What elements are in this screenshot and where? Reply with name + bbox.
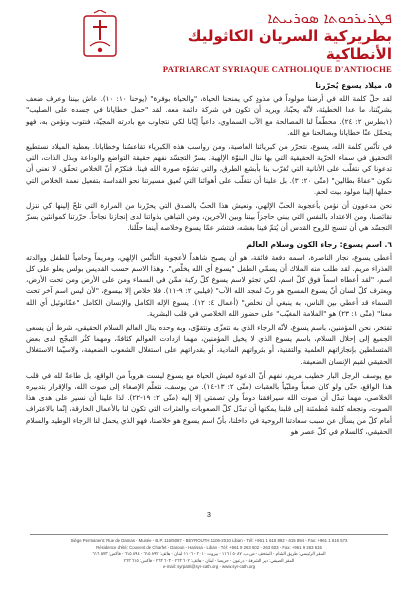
syriac-title: ܦܛܪܝܪܟܘܬܐ ܣܘܪܝܝܬܐ: [267, 9, 392, 27]
paragraph: أعطى يسوع، نجار الناصرة، اسمه دفعة فائقة، هو أن يصبح شاهداً لأعجوبة التأنّس الإلهي، ومريماً وحامياً للطفل ووالدته العذراء مريم. لقد طلب منه الملاك أن يسمّي الطفل "يسوع أي الله يخلّص". وهذا الاسم حسب القديس بولس يعلو على كل اسم، "لقد أعطاه اسماً فوق كلّ اسم، لكي تجثو لاسم يسوع كلّ ركبة ممّن في السماء ومن على الأرض ومن تحت الأرض، ويعترف كلّ لسان أنّ يسوع المسيح هو ربّ لمجد الله الآب" (فيلبي ٢: ٩-١١). فلا خلاص إلا بيسوع، "لأن ليس اسم آخر تحت السماء قد أعطي بين الناس، به ينبغي أن نخلص" (أعمال ٤: ١٢). يسوع الإله الكامل والإنسان الكامل "عمّانوئيل أي الله معنا" (متّى ١: ٢٣) هو "الملامة المغيّب" على حضور الله الخلاصي في قلب البشرية.: [26, 252, 392, 318]
section-6-title: ٦. اسم يسوع: رجاء الكون وسلام العالم: [246, 239, 392, 249]
footer-summer-fr: Résidence d'été: Couvent de Charfet - Daroun - Harissa - Liban - Tél: +961 9 263 602 - 263 603 - Fax: +961 9 263 615: [96, 544, 322, 550]
patriarchate-emblem-icon: [80, 10, 120, 58]
paragraph: تفتخر، نحن المؤمنين، باسم يسوع، لأنّه الرجاء الذي به نتعزّى ونتقوّى، وبه وحده ينال العالم السلام الحقيقي، شرط أن يسعى الجميع إلى إحلال السلام، باسم يسوع الذي لا يخيل المؤمنين، مهما ازدادت العوالم كثافةً، ومهما كثُر التبجّح لدى بعض المتسلطين بإنجازاتهم العلمية والتقنية، أو بثرواتهم المادية، أو بقدراتهم على استغلال الشعوب الضعيفة، ولاسيّما الاستغلال الحقيقي لقيم الإنسان الضعيفة.: [26, 323, 392, 366]
paragraph: مع يوسف الرجل البار خطيب مريم، نفهم أنّ الدعوة لعيش الحياة مع يسوع ليست هروباً من الواقع، بل طاعةٌ لله في قلب هذا الواقع، حتّى ولو كان صعباً وملبّياً بالعقبات (متّى ٢: ١٣-١٤). من يوسف، نتعلّم الإصغاء إلى صوت الله، والإقرار بتدبيره الخلاصي، مهما تبدّل أن صوت الله سيرافقنا دوماً ولن تصمتي إلا إليه (متّى ٢: ١٩-٢٢). لذا علينا أن نسير على هدى هذا الصوت، ونجعله كلمة مُطمئنة إلى قلبنا يمكنها أن تبدّل كلّ الصعوبات والعثرات التي تكون لنا بالأعمال الخارقة، إنّما بالاعتراف أمام كلّ من يسأل عن سبب سعادتنا الروحية في داخلنا، بأنّ اسم يسوع هو خلاصنا، فهو الذي يحمل لنا الرجاء الوطيد والسلام الحقيقي، كالسلام في كلّ عصر هو: [25, 370, 392, 436]
footer: [30, 534, 388, 571]
footer-summer-ar: المقر الصيفي: دير الشرفة - درعون - حريصا - لبنان - هاتف: ٦٠٢ ٢٦٣ - ٦٠٣ ٢٦٣ - فاكس: ٦١٥ ٢٦٣: [123, 557, 295, 563]
footer-address-ar: المقر الرئيسي: طريق الشام - المتحف - ص.ب. ٥٠٨٧ / ١١٦ - بيروت ٢٠١٠ - ١١٠٦ لبنان - هاتف: ٨٩٢ ٦١٥ - ٨٩٤ ٦١٥ - فاكس: ٥٧٣ ٦١٦: [92, 551, 326, 557]
paragraph: نحن مدعوون أن نؤمن بأعجوبة الحبّ الإلهي، ونعيش هذا الحبّ بالصدق التي يحرّرنا من المرارة التي تلحّ إلينها كي ننزل نقائصنا، ومن الاعتداد بالنفس التي يبني حاجزاً بيننا وبين الآخرين، ومن التباهي بذواتنا لدى إنجازنا نجاحاً. حرّرتنا كموانئين بسرّ التجسّد هي أن تنسج للروح القدس أن يُتمّ فينا بغشه، فنتشر عمّا يسوع وخلاصه أينما حلّلنا.: [26, 201, 392, 233]
letterhead: [0, 0, 418, 74]
french-title: PATRIARCAT SYRIAQUE CATHOLIQUE D'ANTIOCHE: [162, 64, 392, 74]
arabic-title: بطريركية السريان الكاثوليك الأنطاكية: [187, 27, 392, 63]
paragraph: لقد حلّ كلمة الله في أرضنا مولوداً في مذودٍ كي يمنحنا الحياة، "والحياة بوفرة" (يوحنا ١٠: ١٠). عاش بيننا وعرف ضعف بشريّتنا، ما عدا الخطيئة، لأنّه يحبّنا، ويريد أن تكون في شركة دائمة معه. لقد "حمل خطايانا في جسده على الصليب" (١بطرس ٢: ٢٤). محطّماً لنا المصالحة مع الآب السماوي، داعياً إيّانا لكي نتجاوب مع بادرته المجيّة، فنتوب ونؤمن به، فهو يتحمّل عنّا خطايانا وبصالحنا مع الله.: [26, 94, 392, 137]
letterhead-titles: [142, 10, 392, 75]
footer-contact[interactable]: e-mail: syrpatri@syr-cath.org - www.syr-cath.org: [163, 564, 255, 570]
footer-address-fr: Siège Permanent: Rue de Damas - Musée - B.P. 116/5087 - BEYROUTH 1106-2010 Liban - Tél: +961 1 615 892 - 615 894 - Fax: +961 1 616 573: [70, 538, 348, 543]
page-number: 3: [207, 512, 211, 519]
section-5-title: ٥. ميلاد يسوع يُحرّرنا: [315, 81, 392, 90]
letter-body: [26, 80, 392, 440]
paragraph: في تأنّس كلمة الله، يسوع، نتحرّر من كبريائنا العاصية، ومن رواسب هذه الكبرياء تقاعسُنا وخطايانا. بعطية الميلاد نستطيع التحقيق في سماء الحرّية الحقيقية التي بها ننال البنوّة الإلهية. بسرّ التجسّد نفهم حقيقة التواضع والوداعة وبذل الذات، التي تدعونا كي نتغلّب على الأنانية التي تُغرّب بنا بأبشع الطرق، والتي تشوّه صورة الله فينا. فنكرّم أنّ الخلاص تحقّق، لا نعني أن نكون "عفاةً بطالين" (متّى ٢٠: ٣). بل علينا أن نتغلّب على أهوائنا التي تُعيق مسيرتنا نحو القداسة بتفعيل نعمة الخلاص التي حملها إلينا مولود بيت لحم.: [26, 142, 392, 196]
